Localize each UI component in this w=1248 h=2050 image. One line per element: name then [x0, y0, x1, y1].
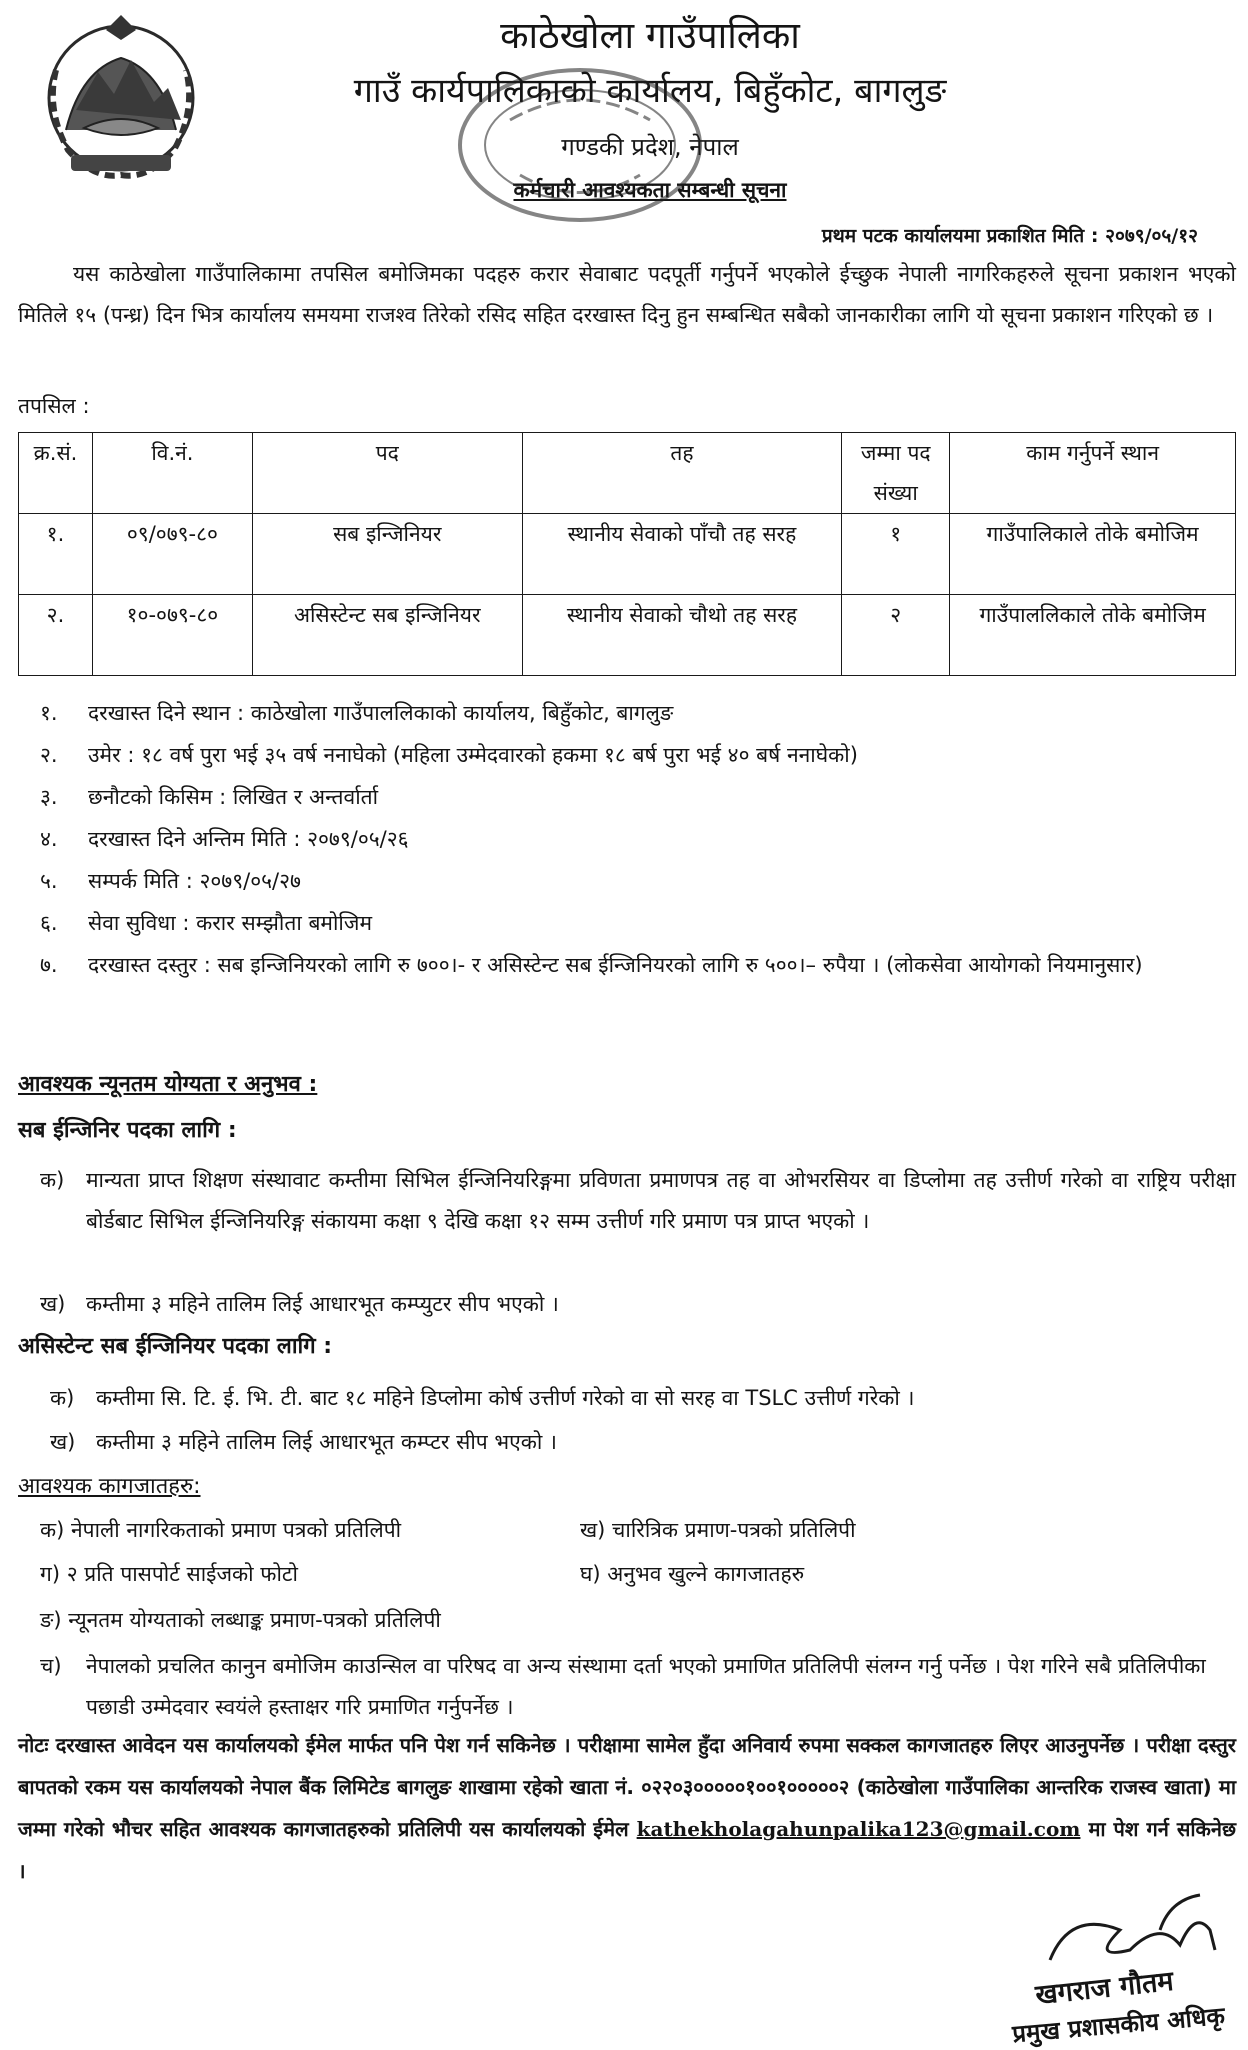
office-name: गाउँ कार्यपालिकाको कार्यालय, बिहुँकोट, बागलुङ [353, 71, 947, 111]
header-total-posts: जम्मा पद संख्या [842, 433, 950, 514]
documents-heading: आवश्यक कागजातहरु: [18, 1474, 201, 1499]
sub-engineer-heading: सब ईन्जिनिर पदका लागि : [18, 1118, 237, 1143]
list-item: ख) कम्तीमा ३ महिने तालिम लिई आधारभूत कम्प्टर सीप भएको । [50, 1430, 557, 1454]
cell-level: स्थानीय सेवाको पाँचौ तह सरह [522, 514, 842, 595]
cell-serial: २. [19, 595, 93, 676]
header-level: तह [522, 433, 842, 514]
list-item: क) मान्यता प्राप्त शिक्षण संस्थावाट कम्तीमा सिभिल ईन्जिनियरिङ्गमा प्रविणता प्रमाणपत्र तह वा ओभरसियर वा डिप्लोमा तह उत्तीर्ण गरेको वा राष्ट्रिय परीक्षा बोर्डबाट सिभिल ईन्जिनियरिङ्ग संकायमा कक्षा ९ देखि कक्षा १२ सम्म उत्तीर्ण गरि प्रमाण पत्र प्राप्त भएको । [40, 1168, 1236, 1233]
signatory-name: खगराज गौतम [1033, 1965, 1175, 2012]
contact-email: kathekholagahunpalika123@gmail.com [636, 1817, 1081, 1841]
list-item: २. उमेर : १८ वर्ष पुरा भई ३५ वर्ष ननाघेको (महिला उम्मेदवारको हकमा १८ बर्ष पुरा भई ४० बर्ष ननाघेको) [40, 743, 858, 767]
cell-total-posts: २ [842, 595, 950, 676]
table-row [19, 595, 1236, 676]
qualification-heading: आवश्यक न्यूनतम योग्यता र अनुभव : [18, 1072, 318, 1097]
cell-ad-number: १०-०७९-८० [92, 595, 252, 676]
document-item: ख) चारित्रिक प्रमाण-पत्रको प्रतिलिपी [580, 1518, 856, 1542]
assistant-engineer-heading: असिस्टेन्ट सब ईन्जिनियर पदका लागि : [18, 1334, 333, 1359]
document-item: क) नेपाली नागरिकताको प्रमाण पत्रको प्रतिलिपी [40, 1518, 402, 1542]
document-item: ग) २ प्रति पासपोर्ट साईजको फोटो [40, 1562, 298, 1586]
header-serial: क्र.सं. [19, 433, 93, 514]
intro-paragraph: यस काठेखोला गाउँपालिकामा तपसिल बमोजिमका पदहरु करार सेवाबाट पदपूर्ती गर्नुपर्ने भएकोले ईच्छुक नेपाली नागरिकहरुले सूचना प्रकाशन भएको मितिले १५ (पन्ध्र) दिन भित्र कार्यालय समयमा राजश्व तिरेको रसिद सहित दरखास्त दिनु हुन सम्बन्धित सबैको जानकारीका लागि यो सूचना प्रकाशन गरिएको छ । [18, 262, 1236, 327]
office-stamp-icon [440, 60, 720, 230]
list-item: ख) कम्तीमा ३ महिने तालिम लिई आधारभूत कम्प्युटर सीप भएको । [40, 1292, 559, 1316]
list-item: ७. दरखास्त दस्तुर : सब इन्जिनियरको लागि रु ७००।- र असिस्टेन्ट सब ईन्जिनियरको लागि रु ५००।– रुपैया । (लोकसेवा आयोगको नियमानुसार) [40, 953, 1143, 977]
list-item: ६. सेवा सुविधा : करार सम्झौता बमोजिम [40, 911, 373, 935]
list-item: क) कम्तीमा सि. टि. ई. भि. टी. बाट १८ महिने डिप्लोमा कोर्ष उत्तीर्ण गरेको वा सो सरह वा TSLC उत्तीर्ण गरेको । [50, 1386, 915, 1410]
document-item: घ) अनुभव खुल्ने कागजातहरु [580, 1562, 805, 1586]
cell-ad-number: ०९/०७९-८० [92, 514, 252, 595]
signatory-title: प्रमुख प्रशासकीय अधिकृ [1011, 2001, 1226, 2049]
cell-post: सब इन्जिनियर [252, 514, 522, 595]
table-row [19, 514, 1236, 595]
list-item: ३. छनौटको किसिम : लिखित र अन्तर्वार्ता [40, 785, 379, 809]
note-end: मा पेश गर्न सकिनेछ । [18, 1817, 1237, 1883]
cell-serial: १. [19, 514, 93, 595]
nepal-emblem-icon [36, 10, 206, 185]
notice-title: कर्मचारी आवश्यकता सम्बन्धी सूचना [513, 178, 787, 202]
header-post: पद [252, 433, 522, 514]
cell-work-place: गाउँपाललिकाले तोके बमोजिम [950, 595, 1236, 676]
vacancy-table [18, 432, 1236, 676]
cell-post: असिस्टेन्ट सब इन्जिनियर [252, 595, 522, 676]
cell-work-place: गाउँपालिकाले तोके बमोजिम [950, 514, 1236, 595]
details-label: तपसिल : [18, 394, 90, 418]
header-ad-number: वि.नं. [92, 433, 252, 514]
published-date: प्रथम पटक कार्यालयमा प्रकाशित मिति : २०७९/०५/१२ [821, 225, 1198, 247]
list-item: १. दरखास्त दिने स्थान : काठेखोला गाउँपाललिकाको कार्यालय, बिहुँकोट, बागलुङ [40, 701, 674, 725]
note-text: नोटः दरखास्त आवेदन यस कार्यालयको ईमेल मार्फत पनि पेश गर्न सकिनेछ । परीक्षामा सामेल हुँदा अनिवार्य रुपमा सक्कल कागजातहरु लिएर आउनुपर्नेछ । परीक्षा दस्तुर बापतको रकम यस कार्यालयको नेपाल बैंक लिमिटेड बागलुङ शाखामा रहेको खाता नं. ०२२०३०००००१००१०००००२ (काठेखोला गाउँपालिका आन्तरिक राजस्व खाता) मा जम्मा गरेको भौचर सहित आवश्यक कागजातहरुको प्रतिलिपी यस कार्यालयको ईमेल [18, 1733, 1236, 1841]
document-item: च) नेपालको प्रचलित कानुन बमोजिम काउन्सिल वा परिषद वा अन्य संस्थामा दर्ता भएको प्रमाणित प्रतिलिपी संलग्न गर्नु पर्नेछ । पेश गरिने सबै प्रतिलिपीका पछाडी उम्मेदवार स्वयंले हस्ताक्षर गरि प्रमाणित गर्नुपर्नेछ । [40, 1654, 1206, 1719]
document-item: ङ) न्यूनतम योग्यताको लब्धाङ्क प्रमाण-पत्रको प्रतिलिपी [40, 1608, 441, 1632]
municipality-name: काठेखोला गाउँपालिका [500, 14, 800, 57]
list-item: ५. सम्पर्क मिति : २०७९/०५/२७ [40, 869, 301, 893]
table-header-row [19, 433, 1236, 514]
cell-level: स्थानीय सेवाको चौथो तह सरह [522, 595, 842, 676]
application-details-list [40, 692, 1236, 986]
header-work-place: काम गर्नुपर्ने स्थान [950, 433, 1236, 514]
cell-total-posts: १ [842, 514, 950, 595]
province-country: गण्डकी प्रदेश, नेपाल [561, 133, 739, 161]
note-paragraph [18, 1724, 1236, 1892]
list-item: ४. दरखास्त दिने अन्तिम मिति : २०७९/०५/२६ [40, 827, 409, 851]
